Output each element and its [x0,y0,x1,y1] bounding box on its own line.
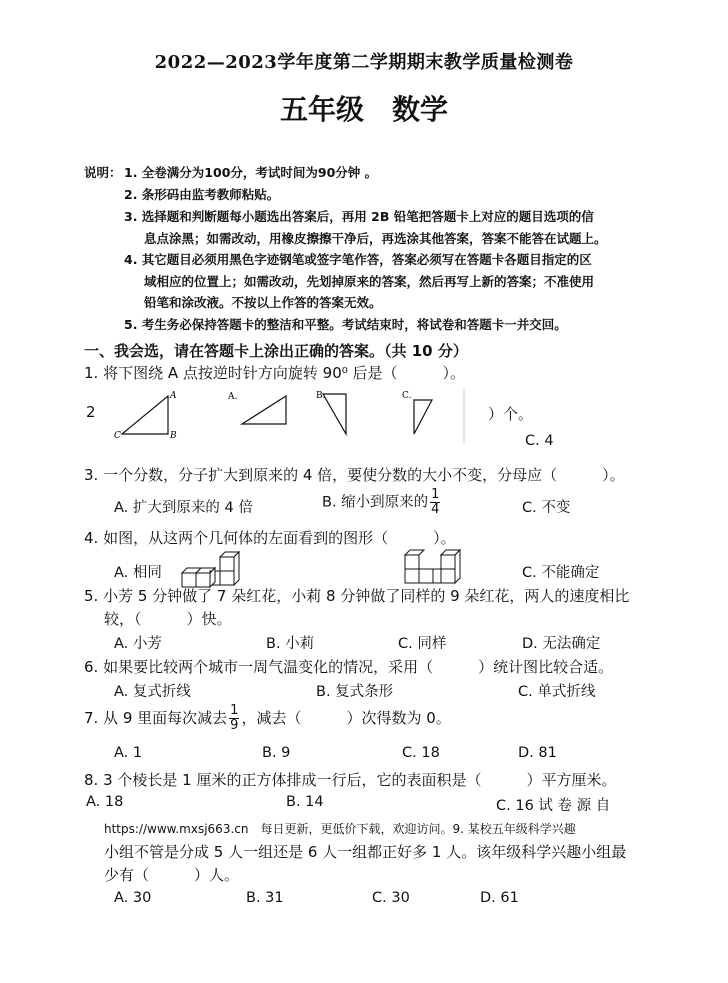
question-6-option-c: C. 单式折线 [518,684,596,700]
question-9-option-c: C. 30 [372,890,410,906]
section-1-title: 一、我会选，请在答题卡上涂出正确的答案。（共 10 分） [84,342,468,360]
question-5-option-d: D. 无法确定 [522,636,601,652]
fraction-one-ninth [229,704,239,733]
option-b-label: B. [316,391,326,401]
question-5-line-2: 较，（ ）快。 [104,610,232,628]
question-2-option-c: C. 4 [525,433,554,449]
note-4-cont: 域相应的位置上；如需改动，先划掉原来的答案，然后再写上新的答案；不准使用 [144,274,595,289]
note-3: 3. 选择题和判断题每小题选出答案后，再用 2B 铅笔把答题卡上对应的题目选项的信 [124,209,594,224]
question-2-number: 2 [86,403,96,421]
option-a-label: A. [228,392,238,402]
fraction-numerator: 1 [230,703,239,718]
option-b-triangle [316,391,346,434]
question-6-option-b: B. 复式条形 [316,684,394,700]
rotation-figures [110,388,470,444]
notes-label: 说明： [84,165,122,180]
question-8-option-c: C. 16 试 卷 源 自 [496,798,611,814]
point-a-label: A [170,391,177,401]
question-5-option-a: A. 小芳 [114,636,162,652]
question-3: 3. 一个分数，分子扩大到原来的 4 倍，要使分数的大小不变，分母应（ ）。 [84,466,625,484]
question-7-option-b: B. 9 [262,745,291,761]
question-3-option-c: C. 不变 [522,500,571,516]
question-9-line-2: 小组不管是分成 5 人一组还是 6 人一组都正好多 1 人。该年级科学兴趣小组最 [104,843,627,861]
option-c-label: C. [402,391,412,401]
option-b-text: B. 缩小到原来的 [322,494,429,511]
question-7-option-c: C. 18 [402,745,440,761]
fraction-one-quarter [430,488,440,517]
question-9-option-d: D. 61 [480,890,519,906]
note-1: 1. 全卷满分为100分，考试时间为90分钟 。 [124,165,378,180]
question-7 [84,704,451,733]
fraction-denominator: 9 [230,718,239,733]
question-6-option-a: A. 复式折线 [114,684,191,700]
exam-subtitle: 五年级 数学 [279,93,448,126]
question-5-option-b: B. 小莉 [266,636,315,652]
point-c-label: C [114,431,121,441]
point-b-label: B [170,431,177,441]
question-9-line-3: 少有（ ）人。 [104,866,240,884]
note-5: 5. 考生务必保持答题卡的整洁和平整。考试结束时，将试卷和答题卡一并交回。 [124,317,567,332]
question-1: 1. 将下图绕 A 点按逆时针方向旋转 90⁰ 后是（ ）。 [84,364,466,382]
question-4-option-a: A. 相同 [114,565,162,581]
question-8-option-a: A. 18 [86,794,124,810]
question-7-prefix: 7. 从 9 里面每次减去 [84,709,228,727]
question-9-option-a: A. 30 [114,890,152,906]
fraction-denominator: 4 [431,502,440,517]
question-9-line-1: https://www.mxsj663.cn 每日更新，更低价下载，欢迎访问。9. 某校五年级科学兴趣 [104,822,576,836]
exam-title: 2022—2023学年度第二学期期末教学质量检测卷 [154,52,574,73]
question-7-suffix: ，减去（ ）次得数为 0。 [241,709,451,727]
question-8: 8. 3 个棱长是 1 厘米的正方体排成一行后，它的表面积是（ ）平方厘米。 [84,771,617,789]
question-3-option-b [322,488,442,517]
solid-figure-right [403,549,465,595]
question-4: 4. 如图，从这两个几何体的左面看到的图形（ ）。 [84,529,456,547]
note-3-cont: 息点涂黑；如需改动，用橡皮擦擦干净后，再选涂其他答案，答案不能答在试题上。 [144,231,607,246]
question-5-line-1: 5. 小芳 5 分钟做了 7 朵红花，小莉 8 分钟做了同样的 9 朵红花，两人的速度相比 [84,587,630,605]
question-8-option-b: B. 14 [286,794,324,810]
question-9-option-b: B. 31 [246,890,284,906]
question-4-option-c: C. 不能确定 [522,565,600,581]
question-3-option-a: A. 扩大到原来的 4 倍 [114,500,253,516]
fraction-numerator: 1 [431,487,440,502]
solid-figure-left [178,551,248,595]
question-5-option-c: C. 同样 [398,636,447,652]
note-4-cont2: 铅笔和涂改液。不按以上作答的答案无效。 [144,295,382,310]
note-2: 2. 条形码由监考教师粘贴。 [124,187,280,202]
option-a-triangle [227,392,286,424]
note-4: 4. 其它题目必须用黑色字迹钢笔或签字笔作答，答案必须写在答题卡各题目指定的区 [124,252,592,267]
question-2-tail: ）个。 [488,405,534,423]
question-7-option-d: D. 81 [518,745,557,761]
question-6: 6. 如果要比较两个城市一周气温变化的情况，采用（ ）统计图比较合适。 [84,658,614,676]
original-triangle [114,391,177,441]
question-7-option-a: A. 1 [114,745,143,761]
option-c-triangle [402,391,432,434]
